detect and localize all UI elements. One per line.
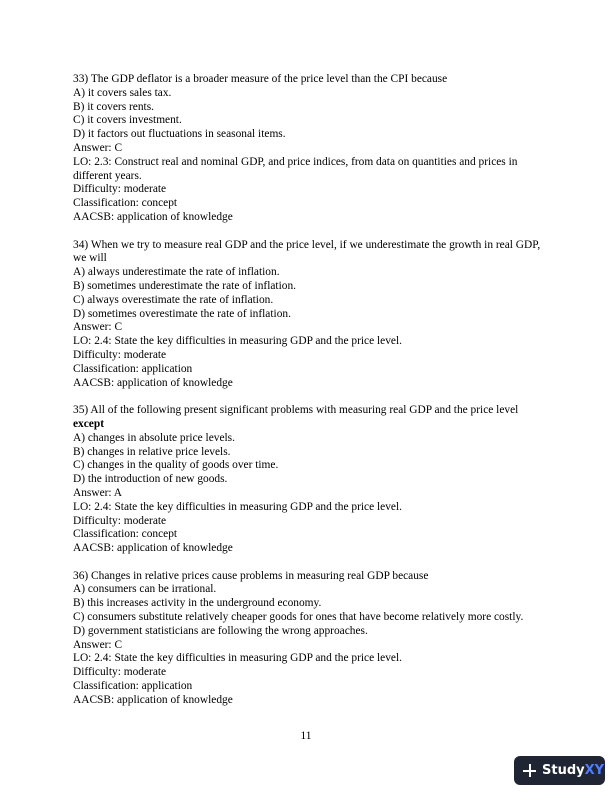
question-33 — [73, 73, 543, 225]
badge-text-accent: XY — [584, 763, 605, 778]
question-stem: 34) When we try to measure real GDP and the price level, if we underestimate the growth in real GDP, we will — [73, 238, 541, 265]
option-b: B) it covers rents. — [73, 100, 154, 113]
aacsb: AACSB: application of knowledge — [73, 376, 233, 389]
classification: Classification: application — [73, 362, 193, 375]
learning-objective: LO: 2.4: State the key difficulties in measuring GDP and the price level. — [73, 652, 402, 665]
option-b: B) sometimes underestimate the rate of inflation. — [73, 279, 297, 292]
difficulty: Difficulty: moderate — [73, 666, 167, 679]
learning-objective: LO: 2.3: Construct real and nominal GDP, and price indices, from data on quantities and prices in different years. — [73, 155, 518, 182]
option-d: D) the introduction of new goods. — [73, 473, 228, 486]
page-number: 11 — [300, 730, 312, 742]
answer: Answer: C — [73, 141, 123, 154]
option-d: D) sometimes overestimate the rate of inflation. — [73, 307, 291, 320]
option-c: C) it covers investment. — [73, 114, 182, 127]
option-a: A) always underestimate the rate of inflation. — [73, 266, 280, 279]
answer: Answer: C — [73, 321, 123, 334]
question-stem-wrapper — [73, 404, 543, 432]
classification: Classification: application — [73, 680, 193, 693]
question-stem: 36) Changes in relative prices cause problems in measuring real GDP because — [73, 569, 429, 582]
question-35 — [73, 404, 543, 556]
page-content — [73, 73, 543, 708]
studyxy-badge[interactable] — [514, 756, 605, 785]
question-stem: 33) The GDP deflator is a broader measure of the price level than the CPI because — [73, 73, 448, 85]
option-d: D) government statisticians are following the wrong approaches. — [73, 624, 368, 637]
question-stem-emphasis: except — [73, 417, 104, 430]
aacsb: AACSB: application of knowledge — [73, 210, 233, 223]
option-c: C) changes in the quality of goods over time. — [73, 459, 279, 472]
classification: Classification: concept — [73, 528, 178, 541]
option-c: C) consumers substitute relatively cheaper goods for ones that have become relatively more costly. — [73, 611, 524, 624]
option-b: B) this increases activity in the underground economy. — [73, 597, 322, 610]
option-b: B) changes in relative price levels. — [73, 445, 231, 458]
learning-objective: LO: 2.4: State the key difficulties in measuring GDP and the price level. — [73, 500, 402, 513]
difficulty: Difficulty: moderate — [73, 514, 167, 527]
question-stem: 35) All of the following present significant problems with measuring real GDP and the price level — [73, 404, 519, 417]
option-c: C) always overestimate the rate of inflation. — [73, 293, 274, 306]
difficulty: Difficulty: moderate — [73, 183, 167, 196]
aacsb: AACSB: application of knowledge — [73, 693, 233, 706]
option-a: A) it covers sales tax. — [73, 86, 172, 99]
option-a: A) consumers can be irrational. — [73, 583, 217, 596]
question-36 — [73, 570, 543, 708]
difficulty: Difficulty: moderate — [73, 348, 167, 361]
answer: Answer: C — [73, 638, 123, 651]
question-34 — [73, 239, 543, 391]
learning-objective: LO: 2.4: State the key difficulties in measuring GDP and the price level. — [73, 335, 402, 348]
option-a: A) changes in absolute price levels. — [73, 431, 235, 444]
option-d: D) it factors out fluctuations in seasonal items. — [73, 128, 286, 141]
classification: Classification: concept — [73, 197, 178, 210]
aacsb: AACSB: application of knowledge — [73, 542, 233, 555]
answer: Answer: A — [73, 486, 123, 499]
plus-icon — [523, 764, 536, 777]
badge-text-main: Study — [542, 763, 585, 778]
